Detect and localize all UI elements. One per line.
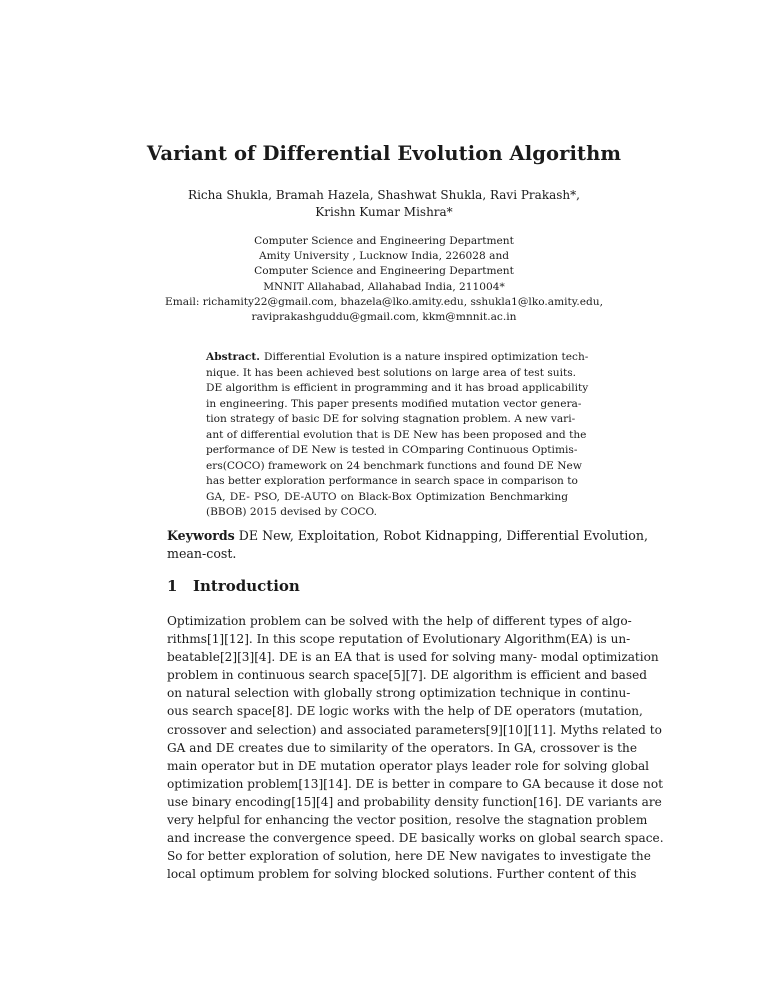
body-line: on natural selection with globally strong optimization technique in continu- <box>167 686 631 701</box>
section-title: Introduction <box>193 577 300 595</box>
abstract-line: performance of DE New is tested in COmparing Continuous Optimis- <box>206 444 578 456</box>
section-number: 1 <box>167 577 178 595</box>
abstract-line: ers(COCO) framework on 24 benchmark functions and found DE New <box>206 459 582 472</box>
body-line: So for better exploration of solution, here DE New navigates to investigate the <box>167 849 651 864</box>
abstract-line: DE algorithm is efficient in programming and it has broad applicability <box>206 382 589 394</box>
body-line: Optimization problem can be solved with the help of different types of algo- <box>167 614 632 628</box>
abstract-line <box>206 350 589 366</box>
keywords-label: Keywords <box>167 528 235 543</box>
body-line: and increase the convergence speed. DE basically works on global search space. <box>167 831 664 846</box>
body-line: problem in continuous search space[5][7]. DE algorithm is efficient and based <box>167 668 648 683</box>
abstract-line: in engineering. This paper presents modified mutation vector genera- <box>206 397 582 410</box>
affiliation-line: Computer Science and Engineering Department <box>254 235 514 247</box>
abstract <box>206 350 589 521</box>
author-list <box>0 187 768 221</box>
abstract-line: tion strategy of basic DE for solving stagnation problem. A new vari- <box>206 413 576 425</box>
paper-title: Variant of Differential Evolution Algorithm <box>146 142 622 165</box>
body-line: optimization problem[13][14]. DE is better in compare to GA because it dose not <box>167 776 663 791</box>
abstract-line: GA, DE- PSO, DE-AUTO on Black-Box Optimization Benchmarking <box>206 490 568 503</box>
abstract-line: ant of differential evolution that is DE New has been proposed and the <box>206 428 587 441</box>
body-text <box>167 612 664 883</box>
body-line: crossover and selection) and associated parameters[9][10][11]. Myths related to <box>167 722 662 737</box>
body-line: local optimum problem for solving blocked solutions. Further content of this <box>167 867 637 882</box>
affiliation-line: Computer Science and Engineering Department <box>254 265 514 278</box>
body-line: main operator but in DE mutation operator plays leader role for solving global <box>167 758 650 773</box>
keywords-text: DE New, Exploitation, Robot Kidnapping, Differential Evolution, <box>238 528 648 543</box>
affiliations <box>0 234 768 325</box>
section-heading <box>167 577 300 595</box>
email-line: raviprakashguddu@gmail.com, kkm@mnnit.ac.in <box>251 311 517 324</box>
author-line: Richa Shukla, Bramah Hazela, Shashwat Shukla, Ravi Prakash*, <box>188 188 580 202</box>
abstract-line: has better exploration performance in search space in comparison to <box>206 475 578 487</box>
keywords-line <box>167 527 648 545</box>
keywords-line: mean-cost. <box>167 546 237 561</box>
email-line: Email: richamity22@gmail.com, bhazela@lko.amity.edu, sshukla1@lko.amity.edu, <box>165 295 603 308</box>
abstract-line: (BBOB) 2015 devised by COCO. <box>206 506 377 518</box>
body-line: beatable[2][3][4]. DE is an EA that is used for solving many- modal optimization <box>167 650 659 665</box>
keywords <box>167 527 648 563</box>
body-line: very helpful for enhancing the vector position, resolve the stagnation problem <box>167 813 648 828</box>
affiliation-line: Amity University , Lucknow India, 226028 and <box>258 250 510 263</box>
abstract-label: Abstract. <box>206 351 260 363</box>
body-line: use binary encoding[15][4] and probability density function[16]. DE variants are <box>167 794 662 809</box>
abstract-line: nique. It has been achieved best solutions on large area of test suits. <box>206 366 577 379</box>
body-line: GA and DE creates due to similarity of the operators. In GA, crossover is the <box>167 740 637 755</box>
affiliation-line: MNNIT Allahabad, Allahabad India, 211004* <box>263 280 505 293</box>
body-line: rithms[1][12]. In this scope reputation of Evolutionary Algorithm(EA) is un- <box>167 632 631 647</box>
body-line: ous search space[8]. DE logic works with the help of DE operators (mutation, <box>167 704 643 719</box>
author-line: Krishn Kumar Mishra* <box>315 205 453 219</box>
abstract-text: Differential Evolution is a nature inspired optimization tech- <box>263 351 589 363</box>
